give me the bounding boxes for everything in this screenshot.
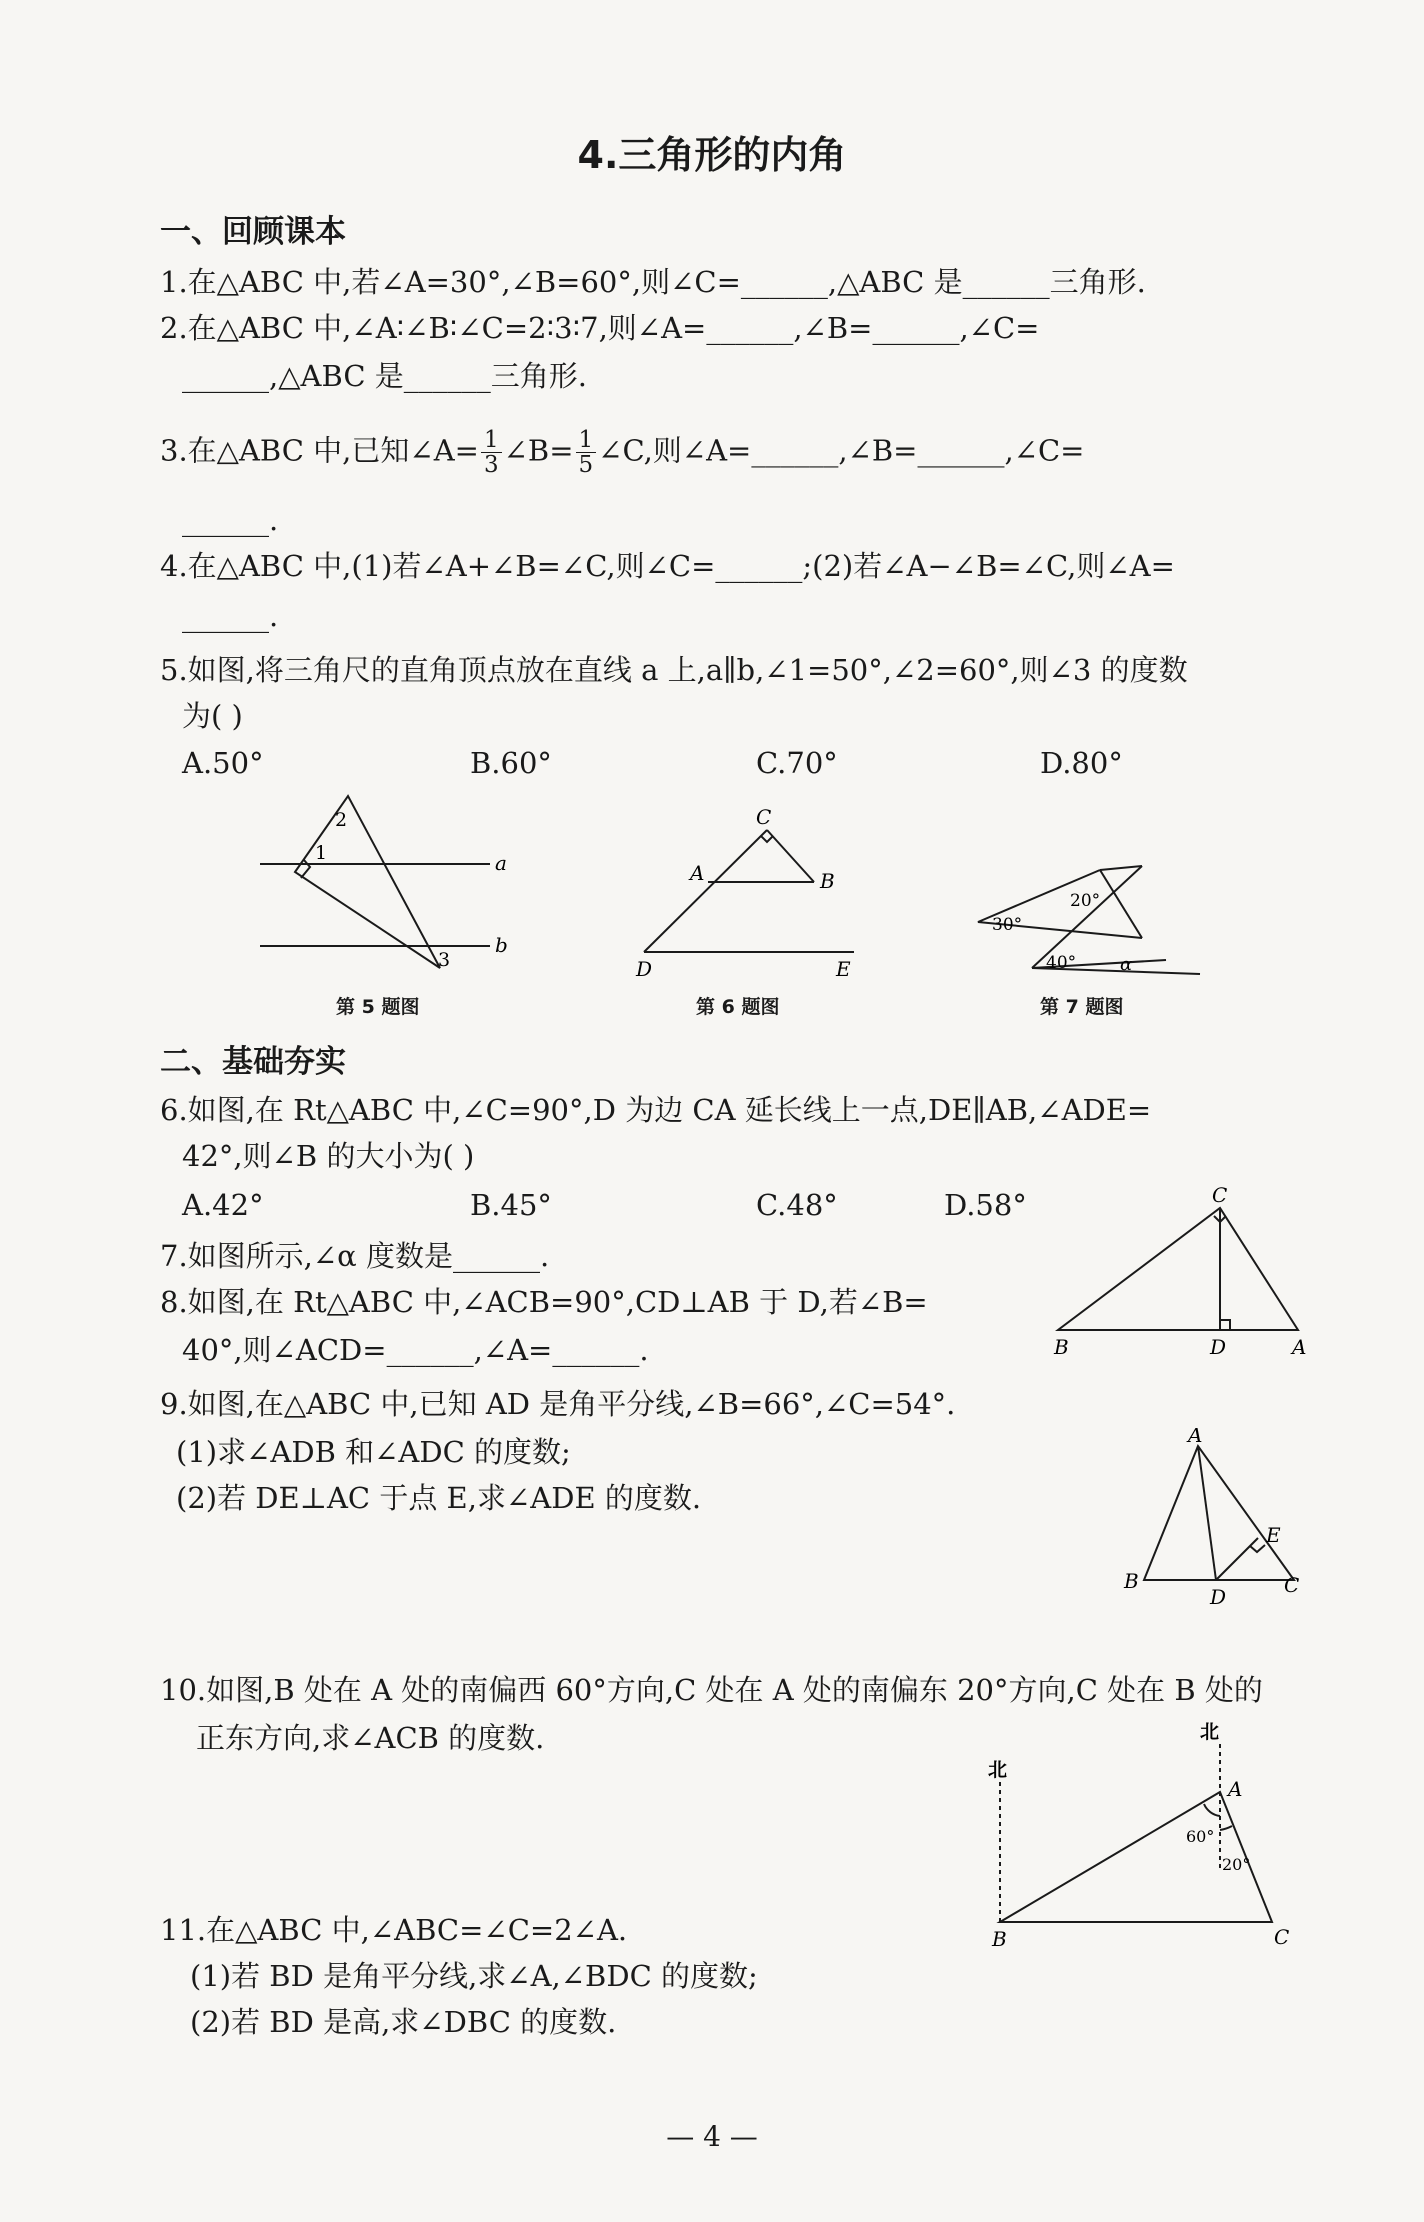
point-c-label: C xyxy=(1274,1925,1290,1949)
angle-60-label: 60° xyxy=(1186,1827,1215,1846)
triangle-abc xyxy=(1144,1446,1294,1580)
question-8-line-1: 8.如图,在 Rt△ABC 中,∠ACB=90°,CD⊥AB 于 D,若∠B= xyxy=(160,1285,928,1319)
figure-5 xyxy=(240,790,530,980)
question-5-option-b: B.60° xyxy=(470,746,552,780)
point-b-label: B xyxy=(992,1927,1007,1950)
line-b-label: b xyxy=(495,933,508,957)
question-2-line-1: 2.在△ABC 中,∠A∶∠B∶∠C=2∶3∶7,则∠A=______,∠B=______,∠C= xyxy=(160,311,1040,345)
right-angle-mark xyxy=(1250,1545,1265,1552)
section-heading-basics: 二、基础夯实 xyxy=(160,1044,346,1080)
figure-6 xyxy=(620,800,870,980)
fraction-denominator: 3 xyxy=(483,452,499,478)
question-3-text-c: ∠C,则∠A=______,∠B=______,∠C= xyxy=(598,433,1085,468)
right-angle-mark xyxy=(1220,1320,1230,1330)
question-4-line-2: ______. xyxy=(182,599,279,633)
question-11-line-3: (2)若 BD 是高,求∠DBC 的度数. xyxy=(190,2005,617,2039)
angle-20-arc xyxy=(1220,1826,1232,1830)
question-6-option-c: C.48° xyxy=(756,1188,838,1222)
question-1: 1.在△ABC 中,若∠A=30°,∠B=60°,则∠C=______,△ABC 是______三角形. xyxy=(160,265,1146,299)
angle-20-label: 20° xyxy=(1222,1855,1251,1874)
question-6-line-1: 6.如图,在 Rt△ABC 中,∠C=90°,D 为边 CA 延长线上一点,DE∥AB,∠ADE= xyxy=(160,1093,1152,1127)
question-5-line-2: 为( ) xyxy=(182,699,243,733)
figure-6-caption: 第 6 题图 xyxy=(696,996,780,1018)
point-a-label: A xyxy=(690,861,705,885)
angle-30-label: 30° xyxy=(992,915,1023,935)
point-a-label: A xyxy=(1292,1335,1307,1359)
question-5-option-a: A.50° xyxy=(182,746,264,780)
question-11-line-2: (1)若 BD 是角平分线,求∠A,∠BDC 的度数; xyxy=(190,1959,758,1993)
point-b-label: B xyxy=(1124,1569,1139,1593)
question-9-line-2: (1)求∠ADB 和∠ADC 的度数; xyxy=(176,1435,571,1469)
fraction-numerator: 1 xyxy=(576,428,597,453)
north-label-b: 北 xyxy=(988,1759,1008,1781)
question-5-option-d: D.80° xyxy=(1040,746,1123,780)
question-6-line-2: 42°,则∠B 的大小为( ) xyxy=(182,1139,475,1173)
point-b-label: B xyxy=(820,869,835,893)
angle-20-label: 20° xyxy=(1070,891,1101,911)
question-6-option-d: D.58° xyxy=(944,1188,1027,1222)
point-e-label: E xyxy=(1266,1523,1281,1547)
point-c-label: C xyxy=(1284,1573,1300,1597)
question-9-line-3: (2)若 DE⊥AC 于点 E,求∠ADE 的度数. xyxy=(176,1481,702,1515)
point-d-label: D xyxy=(1210,1585,1227,1608)
section-heading-review: 一、回顾课本 xyxy=(160,214,346,250)
angle-1-label: 1 xyxy=(315,842,328,864)
point-d-label: D xyxy=(636,957,653,980)
fraction-one-fifth xyxy=(576,428,597,477)
angle-3-label: 3 xyxy=(438,949,451,971)
angle-2-label: 2 xyxy=(335,809,348,831)
question-4-line-1: 4.在△ABC 中,(1)若∠A+∠B=∠C,则∠C=______;(2)若∠A−∠B=∠C,则∠A= xyxy=(160,549,1175,583)
point-a-label: A xyxy=(1188,1428,1203,1447)
perpendicular-de xyxy=(1216,1538,1258,1580)
question-3-text-b: ∠B= xyxy=(503,433,574,468)
point-b-label: B xyxy=(1054,1335,1069,1359)
point-e-label: E xyxy=(836,957,851,980)
triangle-abc xyxy=(1058,1208,1298,1330)
figure-7-caption: 第 7 题图 xyxy=(1040,996,1124,1018)
question-3-line-2: ______. xyxy=(182,503,279,537)
point-c-label: C xyxy=(1212,1183,1228,1207)
question-11-line-1: 11.在△ABC 中,∠ABC=∠C=2∠A. xyxy=(160,1913,628,1947)
question-5-option-c: C.70° xyxy=(756,746,838,780)
angle-alpha-label: α xyxy=(1120,954,1133,975)
line-cb xyxy=(767,830,814,882)
question-3-line-1 xyxy=(160,428,1085,477)
fraction-one-third xyxy=(481,428,502,477)
question-8-line-2: 40°,则∠ACD=______,∠A=______. xyxy=(182,1333,649,1367)
page-number: — 4 — xyxy=(666,2120,758,2153)
figure-8 xyxy=(1040,1180,1320,1360)
page-title: 4.三角形的内角 xyxy=(577,133,847,177)
question-10-line-1: 10.如图,B 处在 A 处的南偏西 60°方向,C 处在 A 处的南偏东 20°方向,C 处在 B 处的 xyxy=(160,1673,1263,1707)
fraction-denominator: 5 xyxy=(578,452,594,478)
question-6-option-b: B.45° xyxy=(470,1188,552,1222)
question-10-line-2: 正东方向,求∠ACB 的度数. xyxy=(196,1721,545,1755)
set-square-triangle xyxy=(295,796,440,968)
north-label-a: 北 xyxy=(1200,1721,1220,1743)
line-dc xyxy=(644,830,767,952)
question-5-line-1: 5.如图,将三角尺的直角顶点放在直线 a 上,a∥b,∠1=50°,∠2=60°,则∠3 的度数 xyxy=(160,653,1188,687)
question-6-option-a: A.42° xyxy=(182,1188,264,1222)
angle-60-arc xyxy=(1204,1804,1220,1816)
figure-10 xyxy=(970,1720,1310,1950)
right-angle-mark xyxy=(761,836,773,842)
angle-40-label: 40° xyxy=(1046,953,1077,973)
figure-9 xyxy=(1116,1428,1316,1608)
line-a-label: a xyxy=(495,851,507,875)
question-7: 7.如图所示,∠α 度数是______. xyxy=(160,1239,550,1273)
fraction-numerator: 1 xyxy=(481,428,502,453)
question-9-line-1: 9.如图,在△ABC 中,已知 AD 是角平分线,∠B=66°,∠C=54°. xyxy=(160,1387,956,1421)
zigzag-link xyxy=(1100,870,1142,938)
point-c-label: C xyxy=(756,805,772,829)
point-a-label: A xyxy=(1228,1777,1243,1801)
question-2-line-2: ______,△ABC 是______三角形. xyxy=(182,359,587,393)
figure-7 xyxy=(970,850,1210,980)
figure-5-caption: 第 5 题图 xyxy=(336,996,420,1018)
zigzag-top-edge xyxy=(1100,866,1142,870)
point-d-label: D xyxy=(1210,1335,1227,1359)
question-3-text-a: 3.在△ABC 中,已知∠A= xyxy=(160,433,479,468)
